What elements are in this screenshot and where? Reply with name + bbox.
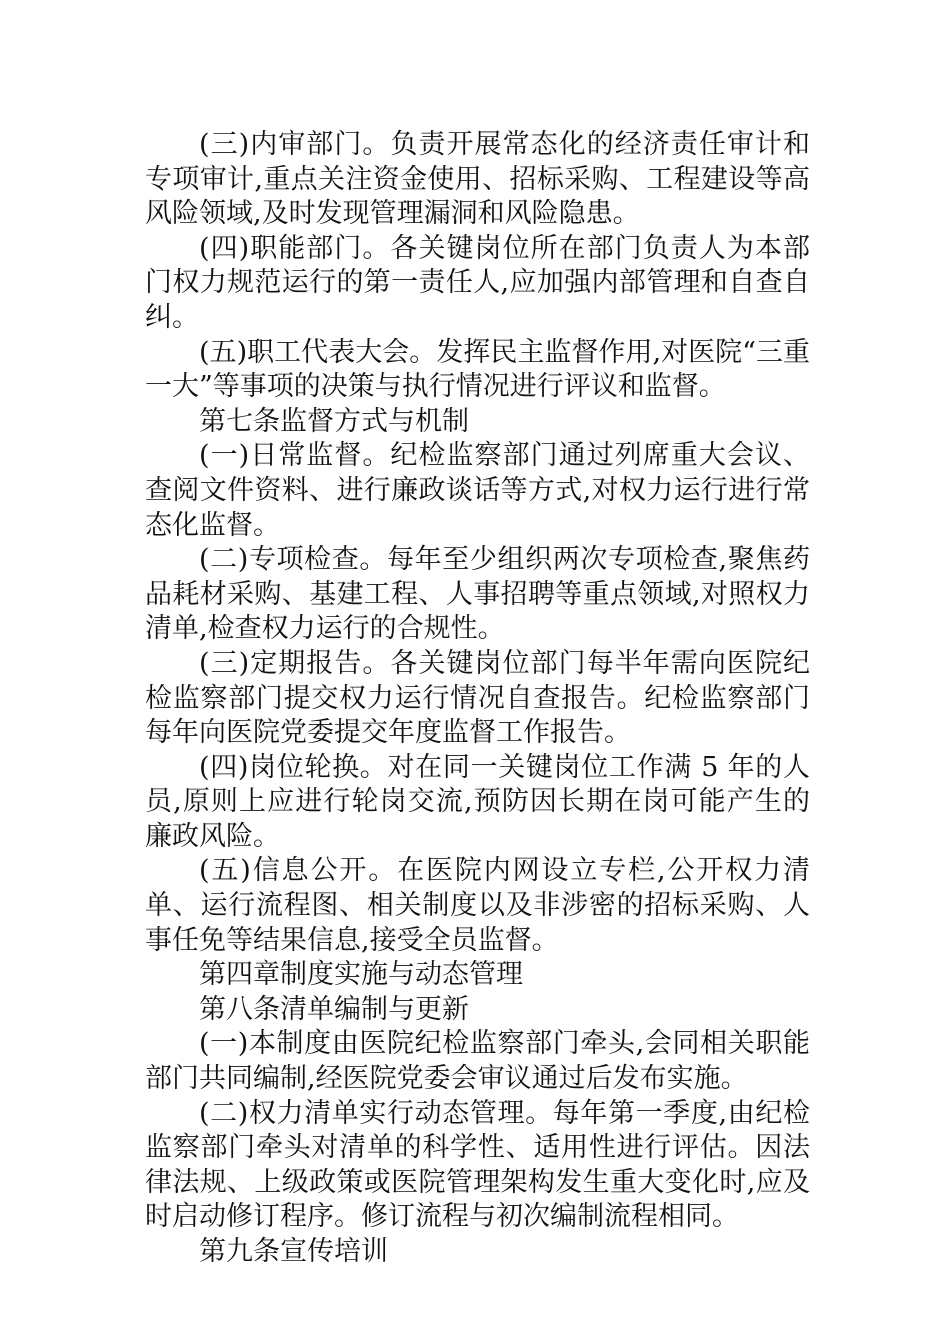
paragraph-staff-congress: (五)职工代表大会。发挥民主监督作用,对医院“三重一大”等事项的决策与执行情况进行评议和监督。 <box>145 336 810 403</box>
paragraph-daily-supervision: (一)日常监督。纪检监察部门通过列席重大会议、查阅文件资料、进行廉政谈话等方式,对权力运行进行常态化监督。 <box>145 440 810 541</box>
document-page <box>145 128 810 1270</box>
paragraph-internal-audit: (三)内审部门。负责开展常态化的经济责任审计和专项审计,重点关注资金使用、招标采购、工程建设等高风险领域,及时发现管理漏洞和风险隐患。 <box>145 129 810 230</box>
article-heading-8: 第八条清单编制与更新 <box>199 993 469 1025</box>
article-heading-7: 第七条监督方式与机制 <box>199 405 469 437</box>
paragraph-regular-report: (三)定期报告。各关键岗位部门每半年需向医院纪检监察部门提交权力运行情况自查报告。纪检监察部门每年向医院党委提交年度监督工作报告。 <box>145 647 810 749</box>
paragraph-functional-departments: (四)职能部门。各关键岗位所在部门负责人为本部门权力规范运行的第一责任人,应加强内部管理和自查自纠。 <box>145 232 810 333</box>
paragraph-dynamic-management: (二)权力清单实行动态管理。每年第一季度,由纪检监察部门牵头对清单的科学性、适用性进行评估。因法律法规、上级政策或医院管理架构发生重大变化时,应及时启动修订程序。修订流程与初次编制流程相同。 <box>145 1097 810 1233</box>
article-heading-9: 第九条宣传培训 <box>199 1236 388 1267</box>
paragraph-job-rotation: (四)岗位轮换。对在同一关键岗位工作满 5 年的人员,原则上应进行轮岗交流,预防因长期在岗可能产生的廉政风险。 <box>145 751 810 852</box>
paragraph-special-inspection: (二)专项检查。每年至少组织两次专项检查,聚焦药品耗材采购、基建工程、人事招聘等重点领域,对照权力清单,检查权力运行的合规性。 <box>145 544 810 645</box>
chapter-heading-4: 第四章制度实施与动态管理 <box>199 959 523 991</box>
paragraph-list-compilation: (一)本制度由医院纪检监察部门牵头,会同相关职能部门共同编制,经医院党委会审议通过后发布实施。 <box>145 1028 810 1095</box>
paragraph-information-disclosure: (五)信息公开。在医院内网设立专栏,公开权力清单、运行流程图、相关制度以及非涉密的招标采购、人事任免等结果信息,接受全员监督。 <box>145 855 810 956</box>
